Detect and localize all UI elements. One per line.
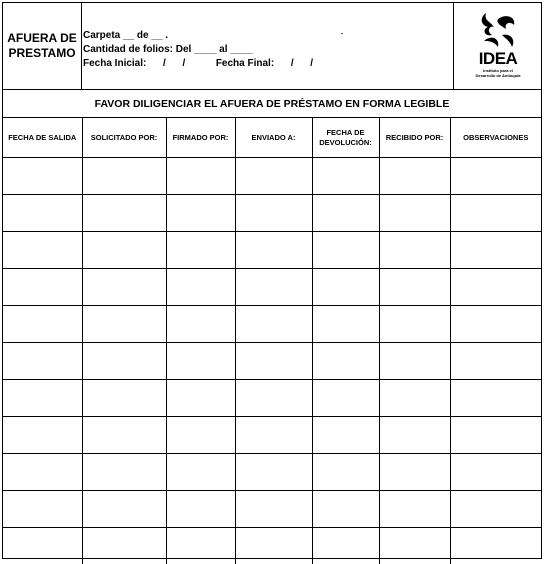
legibility-notice: FAVOR DILIGENCIAR EL AFUERA DE PRÉSTAMO EN FORMA LEGIBLE	[3, 90, 541, 118]
table-cell[interactable]	[82, 158, 166, 195]
table-cell[interactable]	[312, 528, 379, 564]
col-solicitado: SOLICITADO POR:	[82, 118, 166, 158]
table-row	[3, 232, 541, 269]
table-cell[interactable]	[166, 343, 235, 380]
table-header-row	[3, 118, 541, 158]
table-row	[3, 343, 541, 380]
table-cell[interactable]	[3, 380, 82, 417]
table-cell[interactable]	[166, 417, 235, 454]
table-cell[interactable]	[235, 306, 312, 343]
col-fecha-salida: FECHA DE SALIDA	[3, 118, 82, 158]
table-row	[3, 454, 541, 491]
table-cell[interactable]	[166, 380, 235, 417]
table-cell[interactable]	[450, 491, 541, 528]
form-title	[3, 3, 82, 89]
table-row	[3, 417, 541, 454]
table-cell[interactable]	[379, 232, 450, 269]
form-frame	[2, 2, 542, 559]
folder-info	[83, 29, 443, 71]
table-cell[interactable]	[3, 158, 82, 195]
table-cell[interactable]	[166, 269, 235, 306]
col-fecha-devolucion-line1: FECHA DE	[326, 127, 365, 137]
table-cell[interactable]	[450, 380, 541, 417]
table-cell[interactable]	[379, 491, 450, 528]
table-cell[interactable]	[450, 454, 541, 491]
table-cell[interactable]	[3, 454, 82, 491]
table-cell[interactable]	[312, 417, 379, 454]
table-cell[interactable]	[166, 306, 235, 343]
idea-logo-icon	[476, 11, 520, 51]
col-fecha-devolucion	[312, 118, 379, 158]
table-cell[interactable]	[82, 380, 166, 417]
table-cell[interactable]	[82, 343, 166, 380]
table-cell[interactable]	[450, 343, 541, 380]
col-fecha-devolucion-line2: DEVOLUCIÓN:	[319, 137, 372, 147]
table-cell[interactable]	[82, 417, 166, 454]
table-cell[interactable]	[166, 528, 235, 564]
col-firmado: FIRMADO POR:	[166, 118, 235, 158]
table-cell[interactable]	[82, 232, 166, 269]
folder-number-line: Carpeta __ de __ .	[83, 30, 169, 41]
table-cell[interactable]	[235, 454, 312, 491]
table-row	[3, 491, 541, 528]
table-cell[interactable]	[235, 158, 312, 195]
table-cell[interactable]	[379, 343, 450, 380]
table-cell[interactable]	[379, 269, 450, 306]
table-cell[interactable]	[312, 491, 379, 528]
table-row	[3, 306, 541, 343]
table-row	[3, 528, 541, 564]
form-header	[3, 3, 541, 90]
table-cell[interactable]	[235, 380, 312, 417]
table-cell[interactable]	[450, 417, 541, 454]
table-cell[interactable]	[235, 195, 312, 232]
table-cell[interactable]	[82, 306, 166, 343]
form-title-line1: AFUERA DE	[7, 31, 77, 45]
table-cell[interactable]	[3, 417, 82, 454]
form-title-line2: PRESTAMO	[8, 46, 76, 60]
table-cell[interactable]	[166, 195, 235, 232]
logo-subtitle-line2: Desarrollo de Antioquia	[475, 73, 521, 78]
table-cell[interactable]	[166, 232, 235, 269]
table-cell[interactable]	[379, 417, 450, 454]
table-cell[interactable]	[166, 454, 235, 491]
logo-subtitle-line1: Instituto para el	[483, 68, 513, 73]
table-cell[interactable]	[82, 528, 166, 564]
table-cell[interactable]	[312, 158, 379, 195]
table-cell[interactable]	[3, 232, 82, 269]
table-cell[interactable]	[450, 269, 541, 306]
table-cell[interactable]	[379, 380, 450, 417]
table-cell[interactable]	[235, 232, 312, 269]
table-cell[interactable]	[82, 195, 166, 232]
folio-count-line: Cantidad de folios: Del ____ al ____	[83, 44, 253, 55]
table-cell[interactable]	[3, 306, 82, 343]
table-cell[interactable]	[235, 528, 312, 564]
table-cell[interactable]	[3, 491, 82, 528]
table-cell[interactable]	[3, 269, 82, 306]
logo-subtitle	[454, 68, 542, 78]
table-cell[interactable]	[312, 269, 379, 306]
loan-table	[3, 118, 541, 564]
table-cell[interactable]	[312, 306, 379, 343]
table-row	[3, 195, 541, 232]
table-row	[3, 380, 541, 417]
table-cell[interactable]	[450, 232, 541, 269]
table-cell[interactable]	[166, 491, 235, 528]
table-cell[interactable]	[235, 269, 312, 306]
table-cell[interactable]	[3, 343, 82, 380]
table-row	[3, 269, 541, 306]
col-enviado: ENVIADO A:	[235, 118, 312, 158]
logo-name: IDEA	[478, 49, 518, 68]
table-cell[interactable]	[235, 417, 312, 454]
table-cell[interactable]	[379, 306, 450, 343]
table-cell[interactable]	[450, 528, 541, 564]
logo-cell	[453, 3, 541, 89]
table-cell[interactable]	[450, 306, 541, 343]
table-cell[interactable]	[82, 491, 166, 528]
table-cell[interactable]	[379, 195, 450, 232]
table-cell[interactable]	[450, 158, 541, 195]
table-cell[interactable]	[312, 232, 379, 269]
col-recibido: RECIBIDO POR:	[379, 118, 450, 158]
table-cell[interactable]	[82, 269, 166, 306]
col-observaciones: OBSERVACIONES	[450, 118, 541, 158]
table-cell[interactable]	[166, 158, 235, 195]
date-range-line: Fecha Inicial: / / Fecha Final: / /	[83, 58, 314, 69]
table-cell[interactable]	[235, 491, 312, 528]
table-cell[interactable]	[3, 528, 82, 564]
table-cell[interactable]	[235, 343, 312, 380]
table-body	[3, 158, 541, 564]
table-cell[interactable]	[82, 454, 166, 491]
table-cell[interactable]	[379, 528, 450, 564]
table-cell[interactable]	[312, 343, 379, 380]
table-cell[interactable]	[312, 454, 379, 491]
table-cell[interactable]	[379, 158, 450, 195]
table-cell[interactable]	[3, 195, 82, 232]
table-cell[interactable]	[450, 195, 541, 232]
table-cell[interactable]	[379, 454, 450, 491]
stray-mark	[341, 33, 343, 34]
table-cell[interactable]	[312, 380, 379, 417]
table-cell[interactable]	[312, 195, 379, 232]
table-row	[3, 158, 541, 195]
